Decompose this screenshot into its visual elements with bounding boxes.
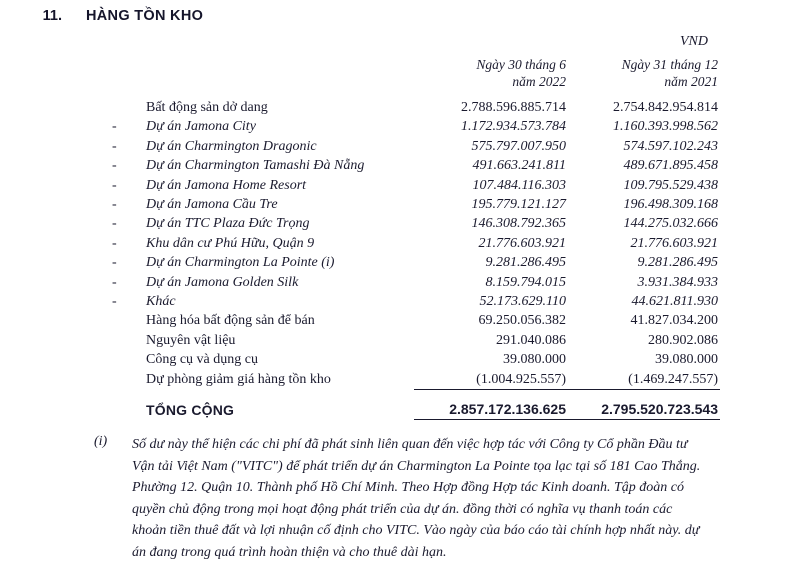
row-value-period-1: 21.776.603.921 — [478, 235, 566, 251]
row-label: Công cụ và dụng cụ — [146, 352, 258, 368]
row-label: Dự án Jamona Golden Silk — [146, 274, 299, 290]
table-row — [88, 176, 720, 195]
row-label: Hàng hóa bất động sản để bán — [146, 313, 315, 329]
row-value-period-1: 39.080.000 — [503, 352, 566, 368]
row-value-period-2: 280.902.086 — [648, 332, 718, 348]
footnote — [0, 434, 786, 563]
row-label: Dự án Jamona City — [146, 119, 256, 135]
table-row — [88, 350, 720, 369]
row-value-period-2: 489.671.895.458 — [623, 158, 718, 174]
row-value-period-1: 9.281.286.495 — [485, 255, 566, 271]
row-value-period-1: 8.159.794.015 — [485, 274, 566, 290]
row-dash: - — [112, 119, 117, 135]
table-body — [88, 56, 720, 420]
row-value-period-2: 574.597.102.243 — [623, 138, 718, 154]
table-row — [88, 370, 720, 390]
row-dash — [88, 311, 146, 330]
row-dash: - — [112, 274, 117, 290]
row-value-period-2: 3.931.384.933 — [637, 274, 718, 290]
total-dash — [88, 396, 146, 420]
row-value-period-2: 196.498.309.168 — [623, 197, 718, 213]
row-value-period-1: 107.484.116.303 — [472, 177, 566, 193]
column-header-period-1-line1: Ngày 30 tháng 6 — [476, 57, 566, 72]
row-dash: - — [112, 197, 117, 213]
row-dash — [88, 350, 146, 369]
row-label: Dự án Charmington Tamashi Đà Nẵng — [146, 158, 365, 174]
row-dash: - — [112, 294, 117, 310]
row-value-period-2: 41.827.034.200 — [630, 313, 718, 329]
column-header-period-2-line1: Ngày 31 tháng 12 — [621, 57, 718, 72]
row-dash: - — [112, 158, 117, 174]
row-value-period-2: 1.160.393.998.562 — [613, 119, 718, 135]
row-value-period-2: 144.275.032.666 — [623, 216, 718, 232]
row-value-period-1: 1.172.934.573.784 — [461, 119, 566, 135]
row-value-period-2: (1.469.247.557) — [628, 371, 718, 387]
table-row — [88, 292, 720, 311]
row-value-period-1: 146.308.792.365 — [471, 216, 566, 232]
row-value-period-1: 2.788.596.885.714 — [461, 100, 566, 115]
row-label: Dự án Charmington La Pointe (i) — [146, 255, 335, 271]
row-label: Dự án Jamona Cầu Tre — [146, 197, 278, 213]
table-row — [88, 253, 720, 272]
row-dash: - — [112, 138, 117, 154]
table-row — [88, 311, 720, 330]
page-title: HÀNG TỒN KHO — [86, 8, 204, 24]
row-value-period-1: 69.250.056.382 — [478, 313, 566, 329]
row-dash: - — [112, 216, 117, 232]
row-value-period-1: (1.004.925.557) — [476, 371, 566, 387]
row-value-period-2: 109.795.529.438 — [623, 177, 718, 193]
row-value-period-2: 39.080.000 — [655, 352, 718, 368]
row-value-period-1: 291.040.086 — [496, 332, 566, 348]
note-header — [0, 0, 786, 24]
header-spacer — [88, 56, 146, 98]
row-label: Dự án Jamona Home Resort — [146, 177, 307, 193]
row-dash — [88, 370, 146, 390]
row-value-period-1: 491.663.241.811 — [472, 158, 566, 174]
total-label: TỔNG CỘNG — [146, 401, 235, 418]
row-label: Nguyên vật liệu — [146, 332, 236, 348]
currency-label: VND — [680, 34, 708, 49]
row-dash: - — [112, 255, 117, 271]
currency-row — [0, 34, 786, 50]
row-value-period-2: 2.754.842.954.814 — [613, 100, 718, 115]
row-value-period-1: 52.173.629.110 — [479, 294, 566, 310]
row-value-period-2: 44.621.811.930 — [631, 294, 718, 310]
table-row — [88, 117, 720, 136]
row-dash — [88, 331, 146, 350]
row-label: Khu dân cư Phú Hữu, Quận 9 — [146, 235, 315, 251]
inventory-table — [88, 56, 720, 420]
total-value-period-2: 2.795.520.723.543 — [570, 396, 720, 420]
table-row — [88, 156, 720, 175]
table-row — [88, 273, 720, 292]
row-dash: - — [112, 235, 117, 251]
row-value-period-2: 9.281.286.495 — [637, 255, 718, 271]
column-header-period-1-line2: năm 2022 — [512, 74, 566, 89]
row-label: Dự án Charmington Dragonic — [146, 138, 317, 154]
table-row — [88, 137, 720, 156]
table-row — [88, 98, 720, 117]
table-row — [88, 331, 720, 350]
column-header-period-1 — [414, 56, 570, 98]
footnote-marker: (i) — [94, 434, 108, 450]
column-header-period-2 — [570, 56, 720, 98]
table-header-row — [88, 56, 720, 98]
row-label: Khác — [146, 294, 176, 310]
table-row — [88, 214, 720, 233]
footnote-text: Số dư này thể hiện các chi phí đã phát sinh liên quan đến việc hợp tác với Công ty Cổ phần Đầu tư Vận tải Việt Nam ("VITC") để phát triển dự án Charmington La Pointe tọa lạc tại số 181 Cao Thắng. Phường 12. Quận 10. Thành phố Hồ Chí Minh. Theo Hợp đồng Hợp tác Kinh doanh. Tập đoàn có quyền chủ động trong mọi hoạt động phát triển của dự án. đồng thời có nghĩa vụ thanh toán các khoản tiền thuê đất và lợi nhuận cố định cho VITC. Vào ngày của báo cáo tài chính hợp nhất này. dự án đang trong quá trình hoàn thiện và cho thuê dài hạn. — [132, 437, 701, 560]
column-header-period-2-line2: năm 2021 — [664, 74, 718, 89]
note-number: 11. — [42, 8, 62, 24]
row-label: Dự phòng giảm giá hàng tồn kho — [146, 372, 331, 388]
row-value-period-1: 195.779.121.127 — [471, 197, 566, 213]
row-dash — [88, 98, 146, 117]
table-row — [88, 234, 720, 253]
header-label-blank — [146, 56, 414, 98]
row-dash: - — [112, 177, 117, 193]
row-value-period-2: 21.776.603.921 — [630, 235, 718, 251]
row-label: Dự án TTC Plaza Đức Trọng — [146, 216, 310, 232]
row-label: Bất động sản dở dang — [146, 100, 268, 115]
table-row — [88, 195, 720, 214]
total-row — [88, 396, 720, 420]
row-value-period-1: 575.797.007.950 — [471, 138, 566, 154]
total-value-period-1: 2.857.172.136.625 — [414, 396, 570, 420]
